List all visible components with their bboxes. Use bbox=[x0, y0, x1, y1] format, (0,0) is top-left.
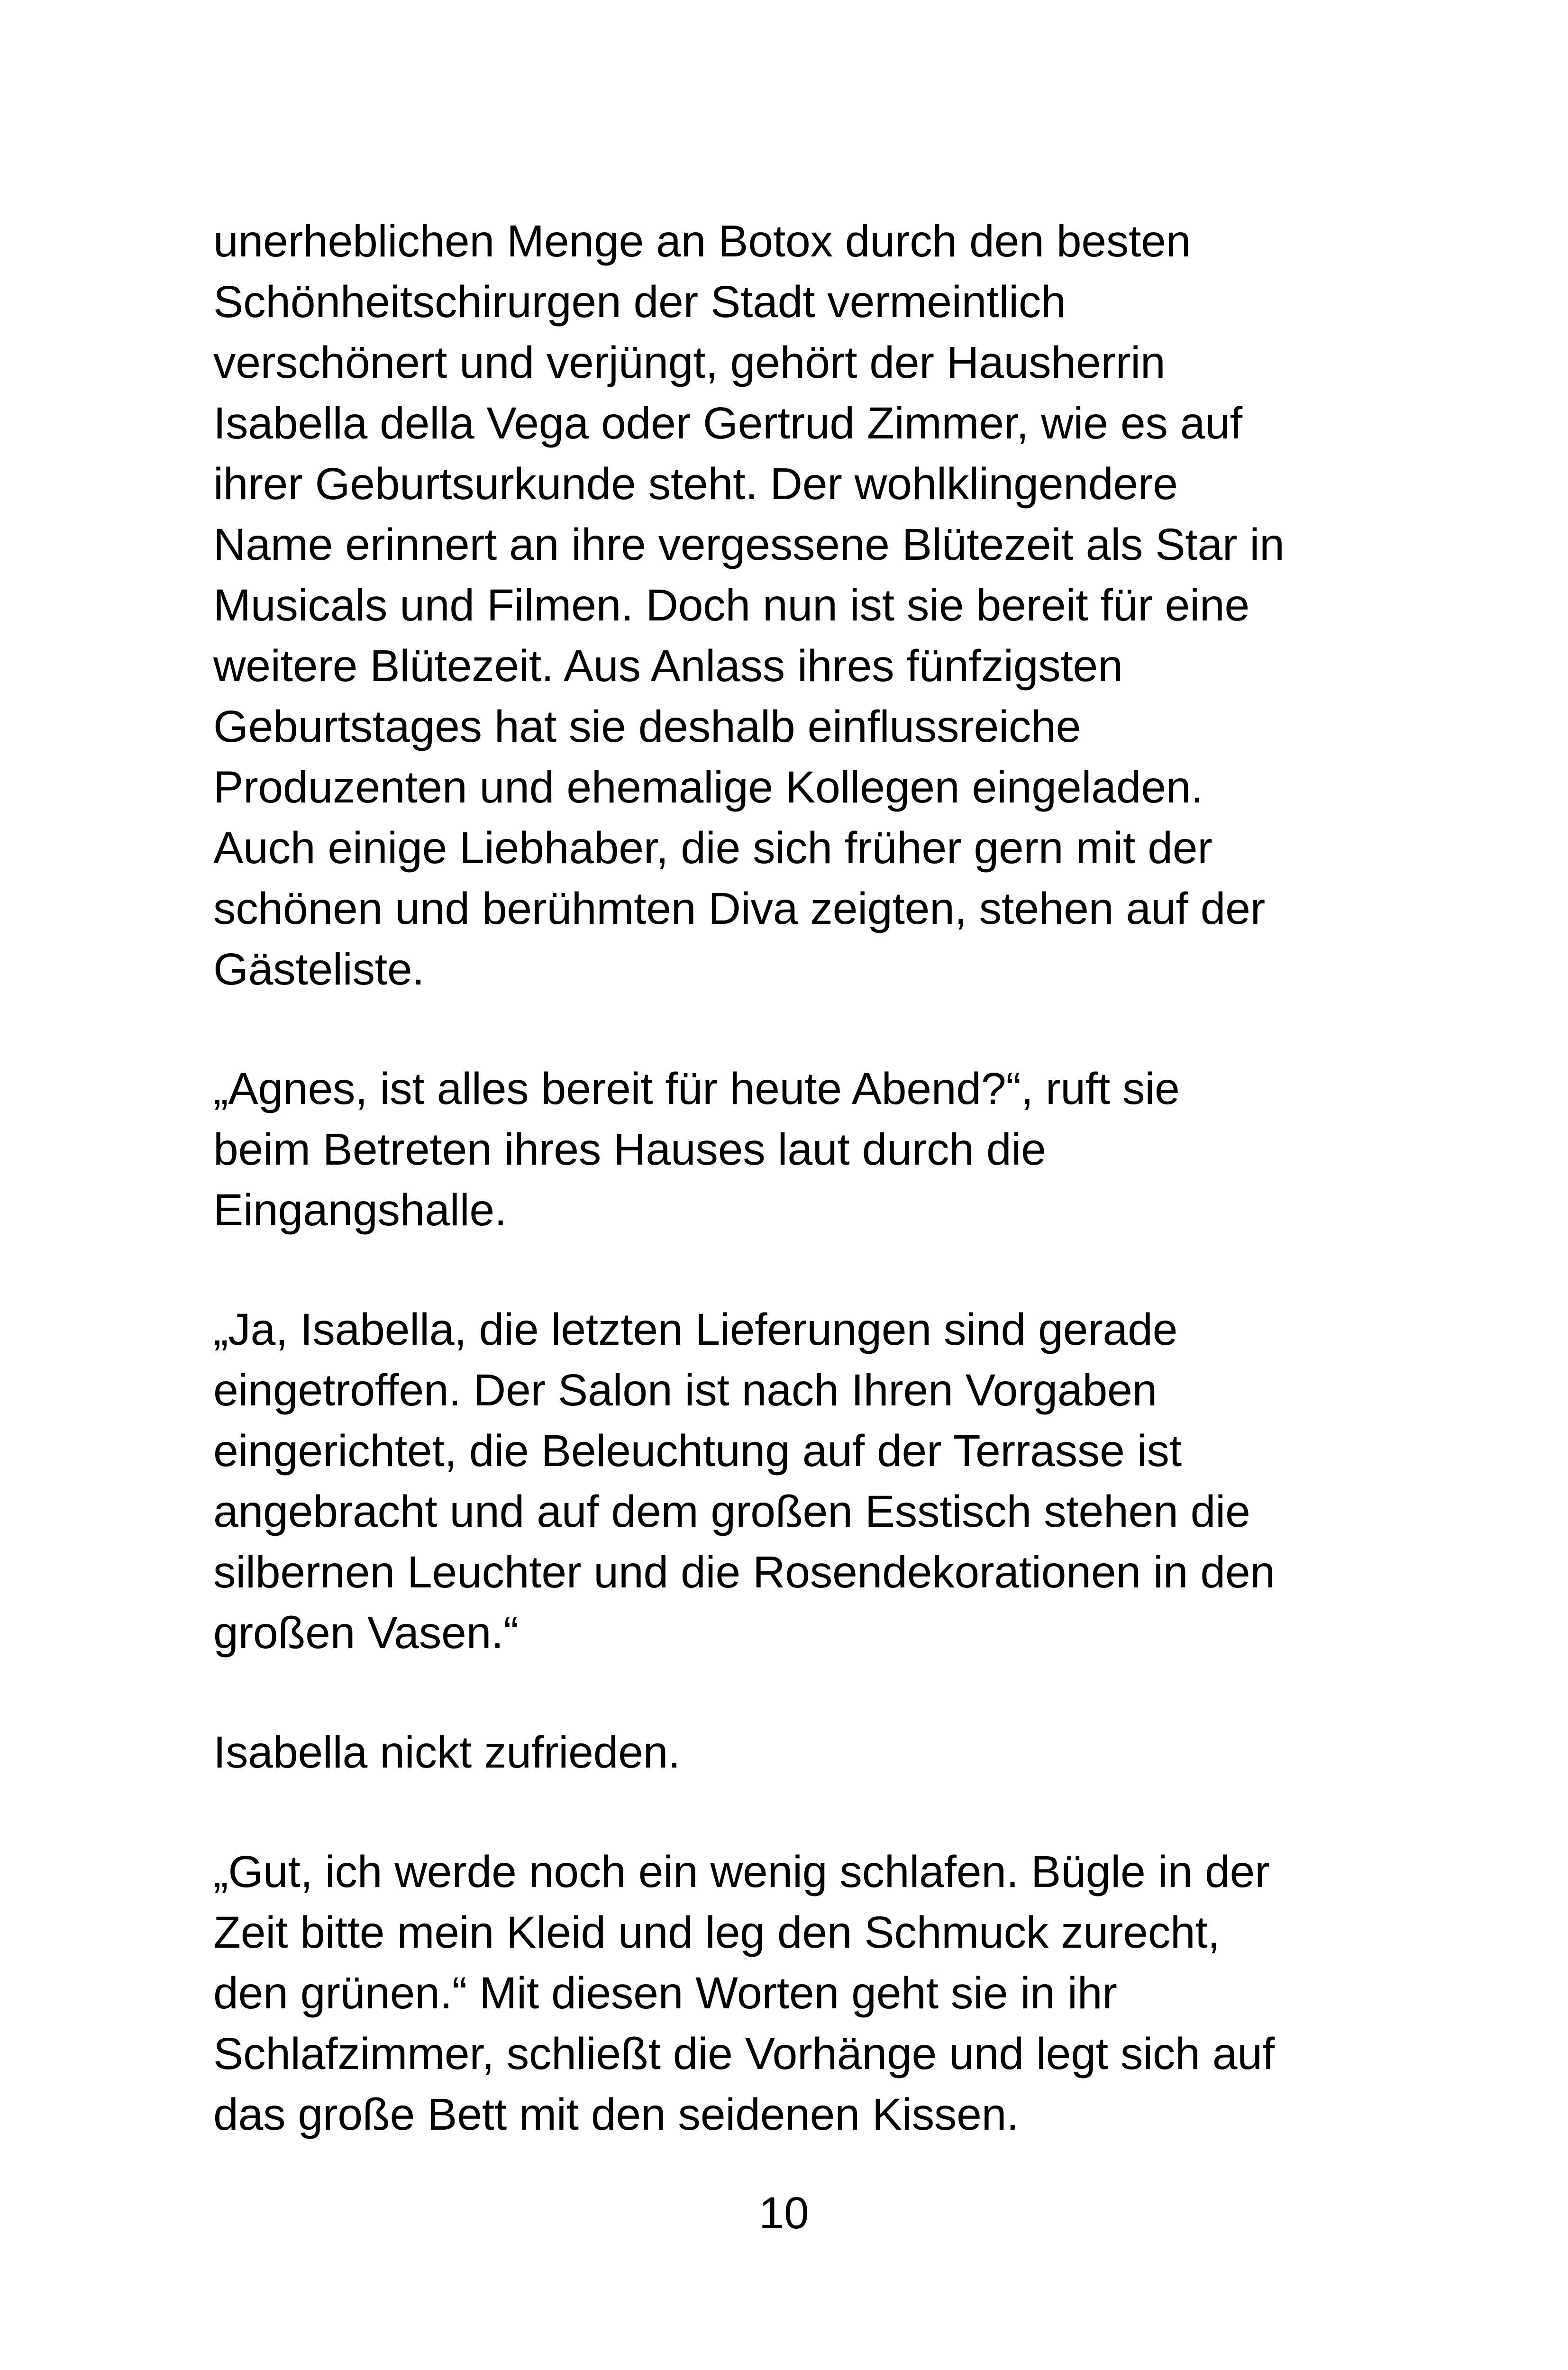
text-line: „Agnes, ist alles bereit für heute Abend?“, ruft sie bbox=[213, 1064, 1180, 1114]
text-line: silbernen Leuchter und die Rosendekorationen in den bbox=[213, 1547, 1275, 1597]
text-line: Musicals und Filmen. Doch nun ist sie bereit für eine bbox=[213, 580, 1249, 630]
text-line: Name erinnert an ihre vergessene Blütezeit als Star in bbox=[213, 520, 1285, 570]
text-line: Gästeliste. bbox=[213, 944, 425, 994]
text-line: angebracht und auf dem großen Esstisch stehen die bbox=[213, 1486, 1250, 1537]
text-line: das große Bett mit den seidenen Kissen. bbox=[213, 2089, 1019, 2140]
text-line: Geburtstages hat sie deshalb einflussreiche bbox=[213, 702, 1081, 752]
text-line: den grünen.“ Mit diesen Worten geht sie in ihr bbox=[213, 1968, 1117, 2018]
text-line: eingerichtet, die Beleuchtung auf der Terrasse ist bbox=[213, 1426, 1182, 1476]
paragraph bbox=[213, 1058, 1360, 1240]
paragraph bbox=[213, 1841, 1360, 2145]
text-line: beim Betreten ihres Hauses laut durch die bbox=[213, 1124, 1046, 1175]
paragraph-spacer bbox=[213, 1783, 1360, 1841]
paragraph-spacer bbox=[213, 1240, 1360, 1299]
text-line: „Gut, ich werde noch ein wenig schlafen. Bügle in der bbox=[213, 1847, 1270, 1897]
text-line: Isabella nickt zufrieden. bbox=[213, 1727, 681, 1778]
text-line: verschönert und verjüngt, gehört der Hausherrin bbox=[213, 337, 1166, 388]
text-line: Auch einige Liebhaber, die sich früher gern mit der bbox=[213, 823, 1212, 873]
text-line: Eingangshalle. bbox=[213, 1185, 507, 1235]
page-number: 10 bbox=[759, 2188, 809, 2238]
text-line: Isabella della Vega oder Gertrud Zimmer, wie es auf bbox=[213, 398, 1242, 448]
text-line: großen Vasen.“ bbox=[213, 1608, 519, 1658]
text-line: eingetroffen. Der Salon ist nach Ihren Vorgaben bbox=[213, 1365, 1158, 1415]
text-line: weitere Blütezeit. Aus Anlass ihres fünfzigsten bbox=[213, 641, 1123, 691]
body-text bbox=[213, 211, 1360, 2145]
text-line: Schönheitschirurgen der Stadt vermeintlich bbox=[213, 277, 1066, 327]
paragraph bbox=[213, 1299, 1360, 1663]
text-line: „Ja, Isabella, die letzten Lieferungen sind gerade bbox=[213, 1304, 1178, 1355]
text-line: schönen und berühmten Diva zeigten, stehen auf der bbox=[213, 884, 1265, 934]
text-line: unerheblichen Menge an Botox durch den besten bbox=[213, 216, 1191, 266]
text-line: Zeit bitte mein Kleid und leg den Schmuck zurecht, bbox=[213, 1907, 1220, 1958]
text-line: Produzenten und ehemalige Kollegen eingeladen. bbox=[213, 762, 1203, 812]
text-line: Schlafzimmer, schließt die Vorhänge und legt sich auf bbox=[213, 2029, 1275, 2079]
paragraph bbox=[213, 1722, 1360, 1783]
paragraph-spacer bbox=[213, 1663, 1360, 1722]
text-line: ihrer Geburtsurkunde steht. Der wohlklingendere bbox=[213, 459, 1178, 509]
paragraph-spacer bbox=[213, 1000, 1360, 1058]
paragraph bbox=[213, 211, 1360, 1000]
